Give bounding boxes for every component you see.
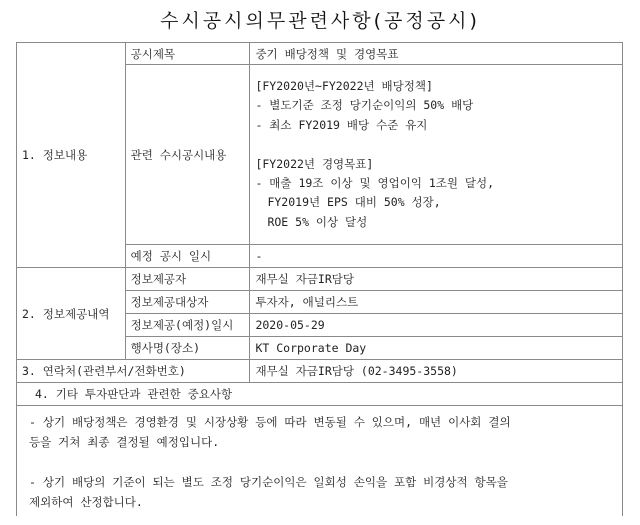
table-row bbox=[17, 360, 623, 383]
note-line: 제외하여 산정합니다. bbox=[29, 495, 143, 509]
section1-label: 1. 정보내용 bbox=[17, 43, 126, 268]
subject-label: 공시제목 bbox=[125, 43, 250, 65]
related-line: [FY2020년~FY2022년 배당정책] bbox=[255, 78, 433, 93]
target-label: 정보제공대상자 bbox=[125, 291, 250, 314]
provider-value: 재무실 자금IR담당 bbox=[250, 268, 623, 291]
notes-content bbox=[17, 406, 623, 517]
section3-label: 3. 연락처(관련부서/전화번호) bbox=[17, 360, 250, 383]
related-line: [FY2022년 경영목표] bbox=[255, 156, 374, 171]
schedule-value: - bbox=[250, 245, 623, 268]
related-line: - 최소 FY2019 배당 수준 유지 bbox=[255, 117, 428, 132]
target-value: 투자자, 애널리스트 bbox=[250, 291, 623, 314]
related-line: FY2019년 EPS 대비 50% 성장, bbox=[267, 195, 441, 210]
table-row bbox=[17, 268, 623, 291]
table-row bbox=[17, 406, 623, 517]
provider-label: 정보제공자 bbox=[125, 268, 250, 291]
event-label: 행사명(장소) bbox=[125, 337, 250, 360]
table-row bbox=[17, 43, 623, 65]
note-line: - 상기 배당정책은 경영환경 및 시장상황 등에 따라 변동될 수 있으며, 매년 이사회 결의 bbox=[29, 415, 511, 429]
related-line: - 별도기준 조정 당기순이익의 50% 배당 bbox=[255, 98, 474, 113]
schedule-label: 예정 공시 일시 bbox=[125, 245, 250, 268]
section4-label: 4. 기타 투자판단과 관련한 중요사항 bbox=[17, 383, 623, 406]
event-value: KT Corporate Day bbox=[250, 337, 623, 360]
related-label: 관련 수시공시내용 bbox=[125, 65, 250, 245]
page-title: 수시공시의무관련사항(공정공시) bbox=[160, 10, 480, 32]
related-line bbox=[255, 135, 617, 154]
disclosure-table bbox=[16, 42, 623, 516]
related-content bbox=[250, 65, 623, 245]
subject-value: 중기 배당정책 및 경영목표 bbox=[250, 43, 623, 65]
date-label: 정보제공(예정)일시 bbox=[125, 314, 250, 337]
section2-label: 2. 정보제공내역 bbox=[17, 268, 126, 360]
note-line: - 상기 배당의 기준이 되는 별도 조정 당기순이익은 일회성 손익을 포함 비경상적 항목을 bbox=[29, 475, 508, 489]
related-line: - 매출 19조 이상 및 영업이익 1조원 달성, bbox=[255, 175, 495, 190]
note-line: 등을 거쳐 최종 결정될 예정입니다. bbox=[29, 435, 220, 449]
section3-value: 재무실 자금IR담당 (02-3495-3558) bbox=[250, 360, 623, 383]
date-value: 2020-05-29 bbox=[250, 314, 623, 337]
table-row bbox=[17, 383, 623, 406]
related-line: ROE 5% 이상 달성 bbox=[267, 214, 368, 229]
